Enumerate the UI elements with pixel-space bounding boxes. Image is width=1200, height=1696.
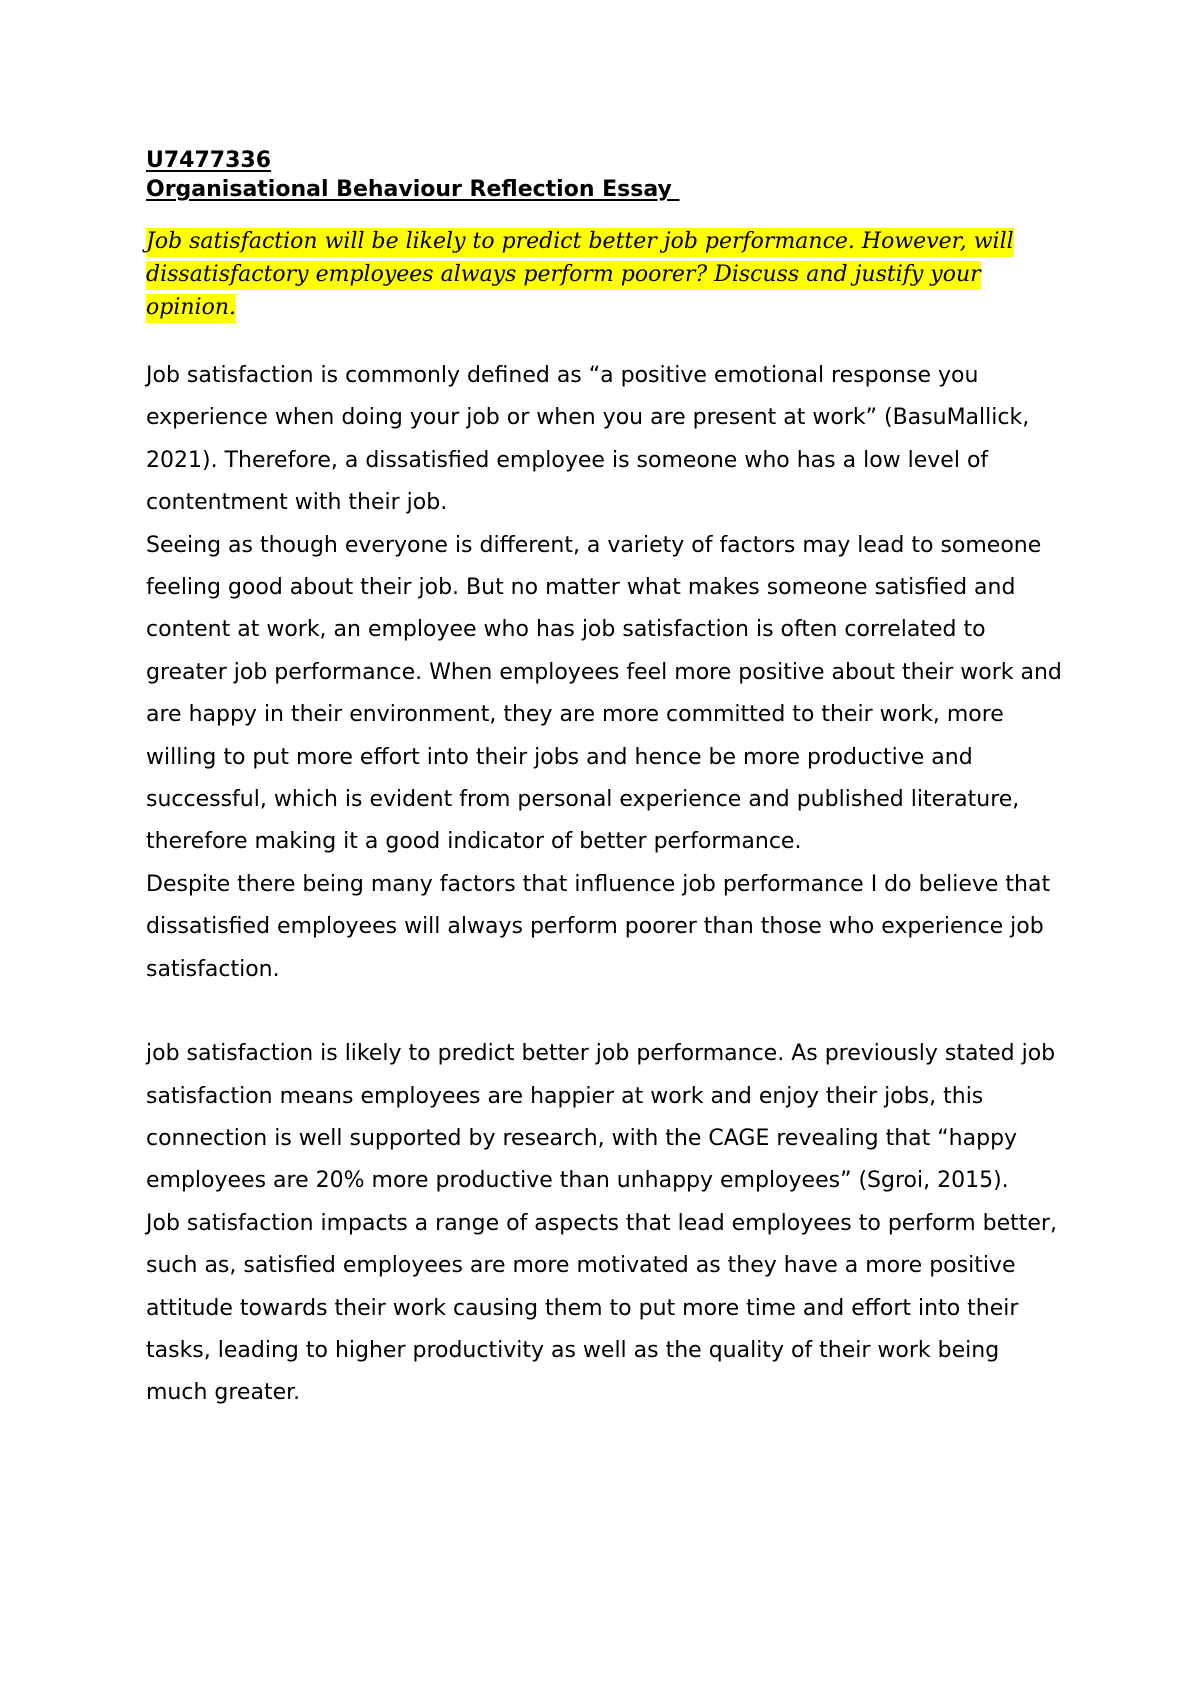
paragraph-definition: Job satisfaction is commonly defined as “a positive emotional response you experience when doing your job or when you are present at work” (BasuMallick, 2021). Therefore, a dissatisfied employee is someone who has a low level of contentment with their job. (146, 363, 1030, 516)
paragraph-research: job satisfaction is likely to predict better job performance. As previously stated job satisfaction means employees are happier at work and enjoy their jobs, this connection is well supported by research, with the CAGE revealing that “happy employees are 20% more productive than unhappy employees” (Sgroi, 2015). (146, 1041, 1056, 1194)
essay-question (146, 225, 1058, 324)
student-id: U7477336 (146, 148, 272, 173)
paragraph-position: Despite there being many factors that influence job performance I do believe that dissatisfied employees will always perform poorer than those who experience job satisfaction. (146, 871, 1051, 982)
paragraph-impacts: Job satisfaction impacts a range of aspects that lead employees to perform better, such as, satisfied employees are more motivated as they have a more positive attitude towards their work causing them to put more time and effort into their tasks, leading to higher productivity as well as the quality of their work being much greater. (146, 1210, 1057, 1406)
highlighted-question-text: Job satisfaction will be likely to predict better job performance. However, will dissatisfactory employees always perform poorer? Discuss and justify your opinion. (146, 228, 1014, 323)
paragraph-factors: Seeing as though everyone is different, a variety of factors may lead to someone feeling good about their job. But no matter what makes someone satisfied and content at work, an employee who has job satisfaction is often correlated to greater job performance. When employees feel more positive about their work and are happy in their environment, they are more committed to their work, more willing to put more effort into their jobs and hence be more productive and successful, which is evident from personal experience and published literature, therefore making it a good indicator of better performance. (146, 532, 1062, 855)
body-section-1 (146, 355, 1066, 991)
body-section-2 (146, 1033, 1066, 1415)
document-content (146, 146, 1066, 1415)
essay-title: Organisational Behaviour Reflection Essay (146, 177, 680, 202)
